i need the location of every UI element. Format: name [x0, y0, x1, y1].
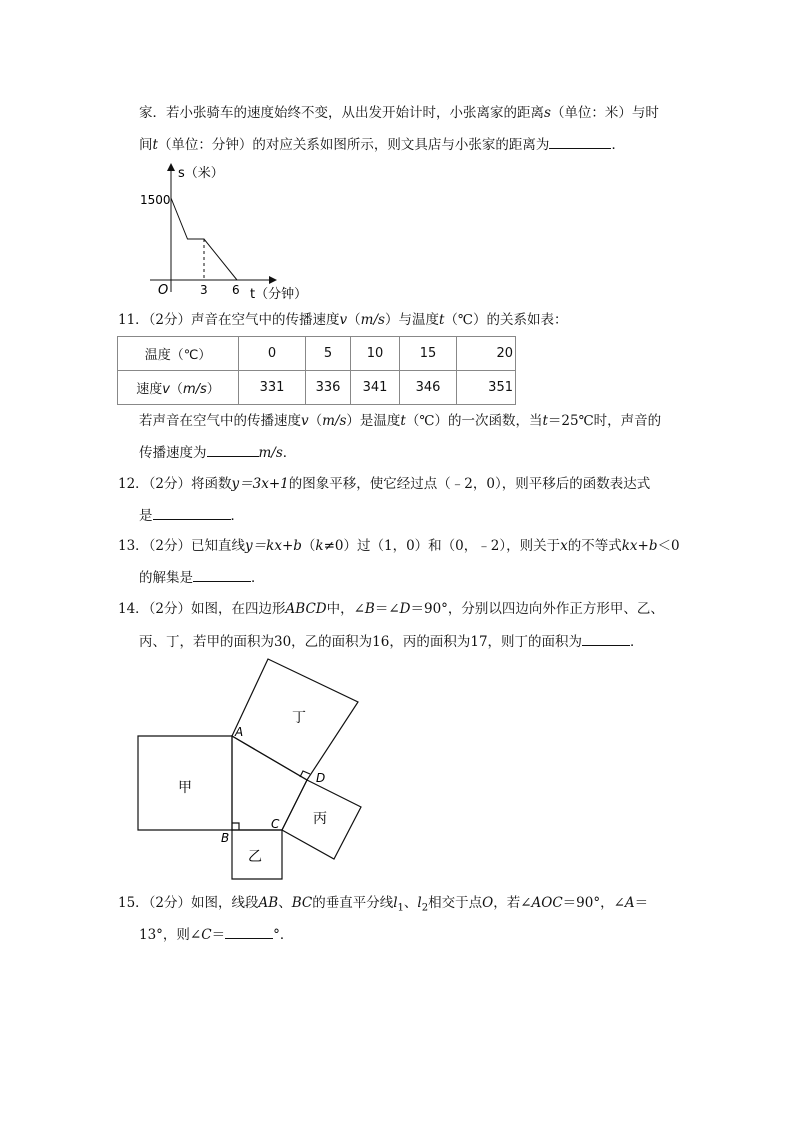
- q11-follow-t1: t: [400, 413, 406, 429]
- q10-line2-end: ．: [611, 137, 625, 153]
- table-row: [118, 371, 516, 405]
- q11-row2-label-c: ）: [206, 382, 220, 397]
- q11-row2-label-a: 速度: [136, 382, 163, 397]
- q11-follow2: [139, 442, 296, 463]
- q12-end: ．: [230, 508, 244, 524]
- square-yi: [232, 830, 282, 879]
- q11-follow-b: 是温度: [359, 413, 401, 429]
- q14-stem-a: 14．（2分）如图，在四边形: [118, 601, 286, 617]
- q12-stem-b: 的图象平移，使它经过点（﹣2，0），则平移后的函数表达式: [288, 476, 651, 492]
- q11-follow2-end: ．: [282, 445, 297, 461]
- q11-follow-t2: t: [542, 413, 548, 429]
- q11-follow-v: v: [301, 413, 309, 429]
- q15-answer-blank: [225, 924, 273, 939]
- q12-answer-blank: [153, 505, 231, 520]
- q13-stem: [118, 536, 680, 556]
- q13-stem-d: 的不等式: [567, 538, 622, 554]
- q11-stem-a: 11．（2分）声音在空气中的传播速度: [118, 312, 340, 328]
- q15-line2-end: °．: [273, 927, 294, 943]
- q12-stem-a: 12．（2分）将函数: [118, 476, 232, 492]
- q13-line2-text: 的解集是: [139, 570, 193, 586]
- q13-stem-a: 13．（2分）已知直线: [118, 538, 246, 554]
- q15-A: A: [624, 895, 635, 911]
- q11-follow: [139, 411, 661, 431]
- q13-stem-e: ＜0: [657, 538, 680, 554]
- q15-stem: [118, 893, 648, 919]
- q10-line1-text: 家．若小张骑车的速度始终不变，从出发开始计时，小张离家的距离: [139, 105, 544, 121]
- q11-follow-uc: ）: [346, 413, 360, 429]
- table-row: [118, 337, 516, 371]
- q13-x: x: [560, 538, 568, 554]
- q10-series-line: [171, 198, 237, 280]
- q10-line2-b: （单位：分钟）的对应关系如图所示，则文具店与小张家的距离为: [157, 137, 550, 153]
- q10-line2-a: 间: [139, 137, 153, 153]
- q11-row1-label: 温度（℃）: [118, 337, 239, 371]
- q11-speed-20: [457, 371, 516, 405]
- q10-origin-label: O: [158, 283, 169, 298]
- q10-y-tick-1500: 1500: [140, 193, 171, 207]
- q11-speed-20-text: 351: [488, 380, 513, 395]
- q13-stem-c: ≠0）过（1，0）和（0，﹣2），则关于: [323, 538, 561, 554]
- q11-table: [117, 336, 516, 405]
- q14-stem-c: ＝∠: [374, 601, 400, 617]
- q13-line2: [139, 567, 265, 588]
- q14-B: B: [364, 601, 375, 617]
- q11-speed-5: 336: [306, 371, 351, 405]
- q15-stem-d: ，若∠: [493, 895, 532, 911]
- q11-row2-v: v: [162, 382, 170, 397]
- q10-y-axis-label: s（米）: [178, 166, 224, 181]
- square-jia: [138, 736, 232, 830]
- q11-temp-15: 15: [400, 337, 457, 371]
- q10-line2: [139, 134, 625, 155]
- q14-line2-text: 丙、丁，若甲的面积为30，乙的面积为16，丙的面积为17，则丁的面积为: [139, 634, 583, 650]
- q11-stem: [118, 310, 568, 330]
- label-jia: 甲: [178, 780, 192, 796]
- q12-line2: [139, 505, 244, 526]
- q11-temp-10: 10: [351, 337, 400, 371]
- q13-stem-b: （: [301, 538, 316, 554]
- q10-x-tick-3: 3: [200, 283, 208, 297]
- q11-stem-b: 与温度: [398, 312, 439, 328]
- q10-line1-unit: （单位：米）与时: [550, 105, 659, 121]
- q11-answer-blank: [207, 442, 259, 457]
- q11-row2-label: [118, 371, 239, 405]
- square-bing: [282, 780, 361, 859]
- q14-D: D: [399, 601, 411, 617]
- q10-x-axis-label: t（分钟）: [250, 287, 308, 302]
- q11-row2-label-b: （: [169, 382, 183, 397]
- q12-stem: [118, 474, 650, 494]
- q12-eq: y＝3x+1: [231, 476, 289, 492]
- q13-end: ．: [251, 570, 265, 586]
- q10-x-tick-6: 6: [232, 283, 240, 297]
- q15-aoc: AOC: [531, 895, 563, 911]
- q15-stem-e: ＝90°，∠: [562, 895, 625, 911]
- q13-ineq: kx+b: [621, 538, 658, 554]
- q15-l1: l: [393, 895, 398, 911]
- quadrilateral-abcd: [232, 736, 307, 830]
- q15-bc: BC: [291, 895, 313, 911]
- square-ding: [232, 659, 358, 780]
- q11-temp-5: 5: [306, 337, 351, 371]
- q11-stem-c: （℃）的关系如表：: [444, 312, 568, 328]
- q15-stem-b: 的垂直平分线: [312, 895, 394, 911]
- q11-unit-ms: m/s: [360, 312, 385, 328]
- q15-C: C: [201, 927, 212, 943]
- q11-temp-20: [457, 337, 516, 371]
- label-D: D: [316, 771, 326, 785]
- q11-follow2-unit: m/s: [258, 445, 283, 461]
- q15-ab: AB: [258, 895, 279, 911]
- q15-stem-a: 15．（2分）如图，线段: [118, 895, 259, 911]
- q14-answer-blank: [582, 631, 630, 646]
- q11-speed-15: 346: [400, 371, 457, 405]
- q12-line2-text: 是: [139, 508, 153, 524]
- q14-line2: [139, 631, 644, 652]
- q14-stem-b: 中，∠: [326, 601, 365, 617]
- q11-temp-20-text: 20: [496, 346, 513, 361]
- q11-row2-unit: m/s: [182, 382, 207, 397]
- q15-line2-b: ＝: [211, 927, 226, 943]
- q10-answer-blank: [549, 134, 611, 149]
- q14-stem: [118, 599, 664, 619]
- q11-follow-d: ＝25℃时，声音的: [547, 413, 662, 429]
- q15-sub1: 1: [397, 902, 404, 914]
- q11-t-var: t: [438, 312, 445, 328]
- q13-k: k: [315, 538, 324, 554]
- q15-sub2: 2: [421, 902, 429, 914]
- label-C: C: [271, 817, 280, 831]
- q13-answer-blank: [193, 567, 251, 582]
- label-bing: 丙: [313, 811, 327, 827]
- right-angle-mark-b: [232, 823, 239, 830]
- q11-follow2-text: 传播速度为: [139, 445, 207, 461]
- q15-sep: 、: [278, 895, 292, 911]
- label-ding: 丁: [292, 710, 306, 726]
- q15-line2-a: 13°，则∠: [139, 927, 202, 943]
- q11-speed-10: 341: [351, 371, 400, 405]
- q10-line1: [139, 103, 659, 123]
- label-yi: 乙: [248, 849, 262, 865]
- q11-unit-open: （: [347, 312, 361, 328]
- q15-O: O: [482, 895, 494, 911]
- q10-s-var: s: [544, 105, 551, 121]
- q13-eq: y＝kx+b: [245, 538, 302, 554]
- right-angle-mark-d: [300, 771, 310, 777]
- q15-l2: l: [417, 895, 422, 911]
- q14-abcd: ABCD: [285, 601, 327, 617]
- q11-v-var: v: [339, 312, 348, 328]
- label-A: A: [235, 725, 244, 739]
- q11-follow-uo: （: [308, 413, 323, 429]
- label-B: B: [221, 831, 230, 845]
- q10-t-var: t: [152, 137, 158, 153]
- q15-line2: [139, 924, 293, 945]
- q11-speed-0: 331: [239, 371, 306, 405]
- q14-stem-d: ＝90°，分别以四边向外作正方形甲、乙、: [410, 601, 664, 617]
- q11-unit-close: ）: [384, 312, 399, 328]
- q11-temp-0: 0: [239, 337, 306, 371]
- q15-stem-f: ＝: [634, 895, 649, 911]
- q11-follow-c: （℃）的一次函数，当: [405, 413, 543, 429]
- q11-follow-ms: m/s: [322, 413, 347, 429]
- q15-sep2: 、: [403, 895, 418, 911]
- q14-end: ．: [630, 634, 644, 650]
- q11-follow-a: 若声音在空气中的传播速度: [139, 413, 301, 429]
- q15-stem-c: 相交于点: [428, 895, 483, 911]
